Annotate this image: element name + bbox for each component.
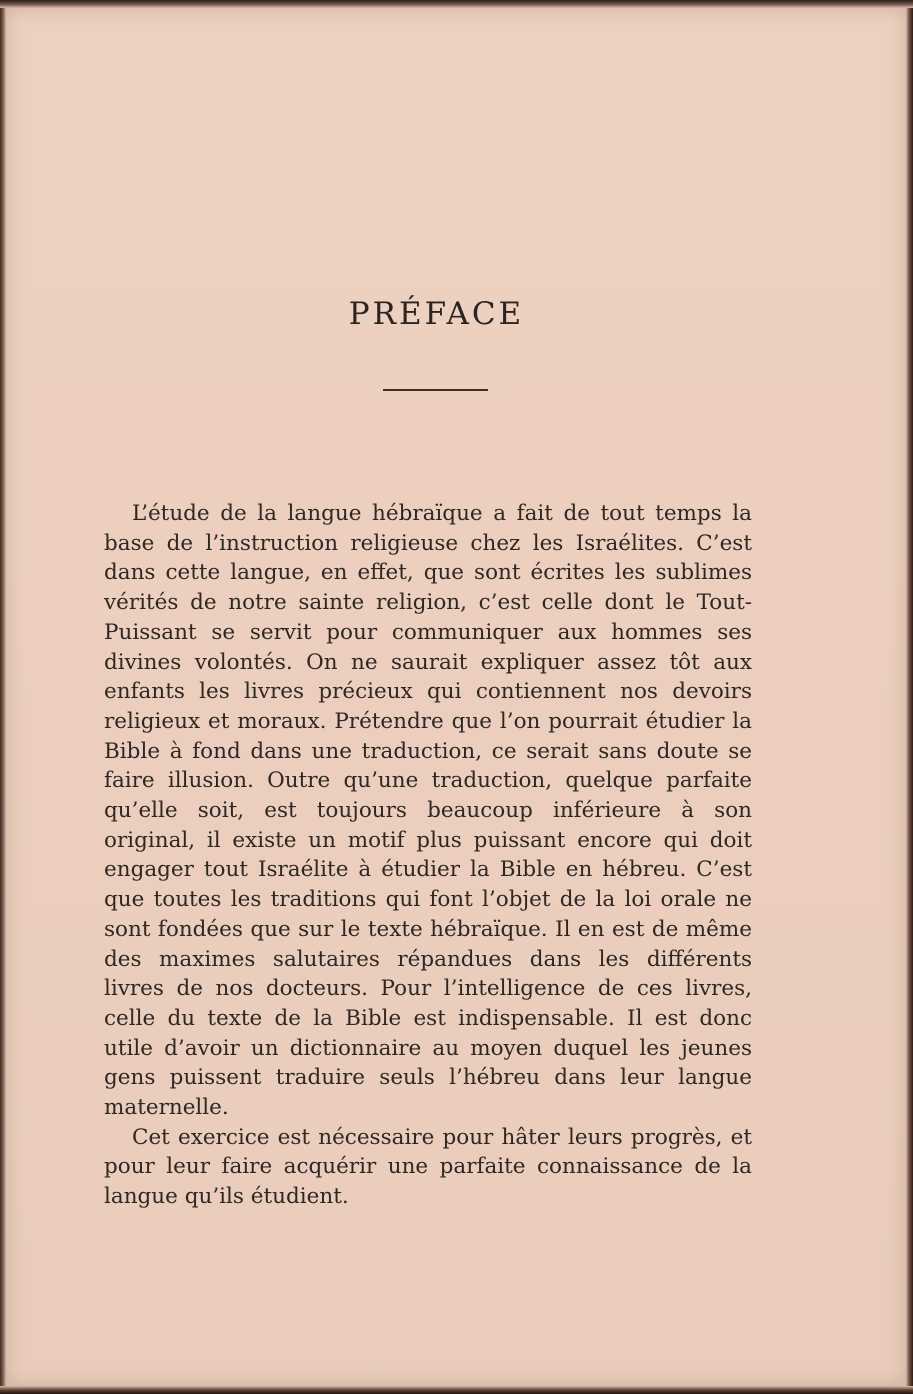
title-divider bbox=[383, 389, 488, 391]
paragraph-1: L’étude de la langue hébraïque a fait de tout temps la base de l’instruction religieuse chez les Israélites. C’est dans cette langue, en effet, que sont écrites les sublimes vérités de notre sainte religion, c’est celle dont le Tout-Puissant se servit pour communiquer aux hommes ses divines volontés. On ne saurait expliquer assez tôt aux enfants les livres précieux qui contiennent nos devoirs religieux et moraux. Prétendre que l’on pourrait étudier la Bible à fond dans une traduction, ce serait sans doute se faire illusion. Outre qu’une traduction, quelque parfaite qu’elle soit, est toujours beaucoup inférieure à son original, il existe un motif plus puissant encore qui doit engager tout Israélite à étudier la Bible en hébreu. C’est que toutes les traditions qui font l’objet de la loi orale ne sont fondées que sur le texte hébraïque. Il en est de même des maximes salutaires répandues dans les différents livres de nos docteurs. Pour l’intelligence de ces livres, celle du texte de la Bible est indispensable. Il est donc utile d’avoir un dictionnaire au moyen duquel les jeunes gens puissent traduire seuls l’hébreu dans leur langue maternelle. bbox=[104, 501, 752, 1121]
page-title: PRÉFACE bbox=[348, 296, 525, 332]
page-edge-bottom bbox=[0, 1386, 913, 1394]
page-edge-right bbox=[906, 0, 913, 1394]
preface-body bbox=[104, 499, 752, 1212]
page-edge-top bbox=[0, 0, 913, 8]
paragraph-2: Cet exercice est nécessaire pour hâter leurs progrès, et pour leur faire acquérir une parfaite connaissance de la langue qu’ils étudient. bbox=[104, 1124, 752, 1210]
